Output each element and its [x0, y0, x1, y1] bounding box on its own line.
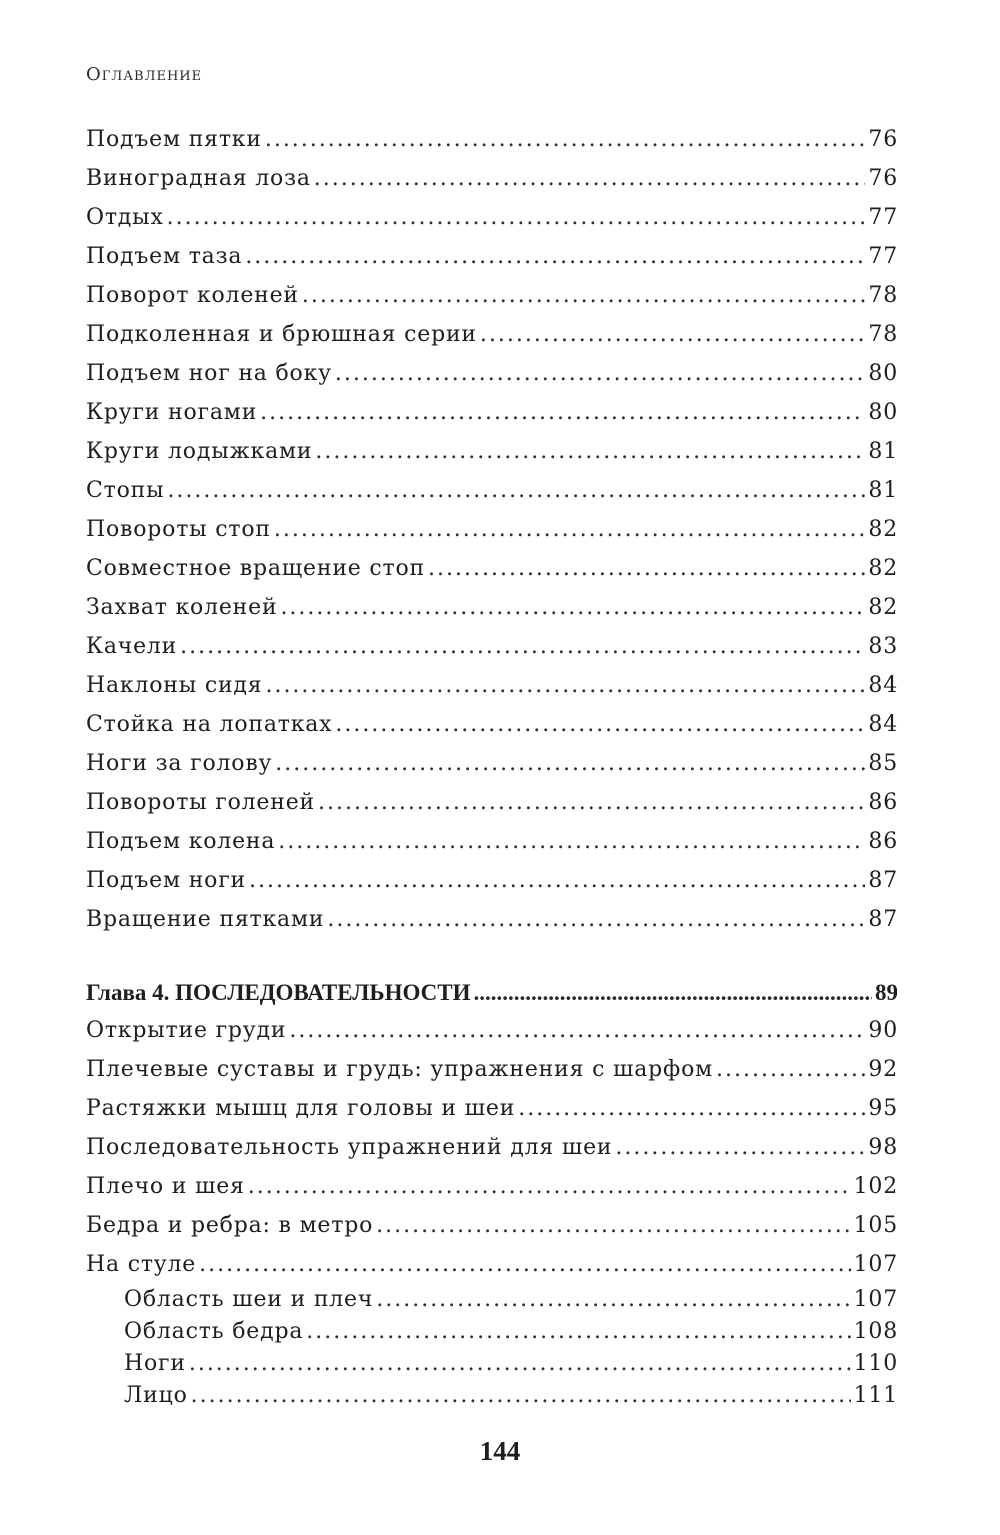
dot-leader	[249, 861, 865, 900]
dot-leader	[191, 1380, 851, 1412]
entry-page-number: 84	[868, 712, 898, 737]
entry-title: Растяжки мышц для головы и шеи	[86, 1096, 516, 1121]
chapter-page-number: 89	[875, 980, 898, 1005]
toc-sub-entry[interactable]	[86, 1316, 898, 1348]
entry-title: Вращение пятками	[86, 907, 325, 932]
entry-page-number: 108	[853, 1319, 898, 1344]
entry-title: Открытие груди	[86, 1018, 287, 1043]
dot-leader	[280, 588, 865, 627]
entry-title: Круги ногами	[86, 400, 258, 425]
entry-page-number: 87	[868, 868, 898, 893]
dot-leader	[428, 549, 865, 588]
dot-leader	[278, 822, 865, 861]
entry-page-number: 105	[853, 1213, 898, 1238]
dot-leader	[275, 744, 865, 783]
dot-leader	[518, 1089, 865, 1128]
entry-title: На стуле	[86, 1252, 197, 1277]
entry-title: Виноградная лоза	[86, 166, 311, 191]
chapter-title: Глава 4. ПОСЛЕДОВАТЕЛЬНОСТИ	[86, 980, 471, 1005]
dot-leader	[615, 1128, 865, 1167]
toc-entry[interactable]	[86, 393, 898, 432]
entry-page-number: 77	[868, 205, 898, 230]
entry-title: Подколенная и брюшная серии	[86, 322, 477, 347]
toc-entry[interactable]	[86, 1206, 898, 1245]
toc-entry[interactable]	[86, 198, 898, 237]
dot-leader	[180, 627, 865, 666]
entry-page-number: 78	[868, 283, 898, 308]
page-number: 144	[479, 1436, 521, 1466]
entry-title: Качели	[86, 634, 178, 659]
entry-page-number: 77	[868, 244, 898, 269]
dot-leader	[199, 1245, 850, 1284]
entry-title: Подъем пятки	[86, 127, 262, 152]
entry-title: Подъем колена	[86, 829, 276, 854]
dot-leader	[716, 1050, 865, 1089]
toc-entry[interactable]	[86, 783, 898, 822]
entry-title: Поворот коленей	[86, 283, 299, 308]
toc-entry[interactable]	[86, 471, 898, 510]
entry-title: Подъем таза	[86, 244, 243, 269]
dot-leader	[167, 471, 865, 510]
entry-title: Область шеи и плеч	[124, 1287, 374, 1312]
toc-entries	[86, 120, 898, 939]
dot-leader	[327, 900, 865, 939]
toc-entry[interactable]	[86, 276, 898, 315]
dot-leader	[302, 276, 866, 315]
toc-entry[interactable]	[86, 1011, 898, 1050]
entry-page-number: 81	[868, 478, 898, 503]
entry-page-number: 85	[868, 751, 898, 776]
running-head: Оглавление	[86, 64, 203, 85]
toc-entry[interactable]	[86, 159, 898, 198]
toc-sub-entries	[86, 1284, 898, 1412]
entry-page-number: 92	[868, 1057, 898, 1082]
entry-title: Совместное вращение стоп	[86, 556, 426, 581]
toc-entry[interactable]	[86, 900, 898, 939]
entry-page-number: 82	[868, 556, 898, 581]
entry-page-number: 76	[868, 166, 898, 191]
entry-page-number: 80	[868, 361, 898, 386]
entry-title: Захват коленей	[86, 595, 278, 620]
entry-title: Повороты стоп	[86, 517, 271, 542]
toc-entry[interactable]	[86, 549, 898, 588]
entry-page-number: 83	[868, 634, 898, 659]
toc-entry[interactable]	[86, 861, 898, 900]
entry-page-number: 86	[868, 829, 898, 854]
dot-leader	[265, 666, 865, 705]
entry-title: Лицо	[124, 1383, 188, 1408]
entry-page-number: 86	[868, 790, 898, 815]
dot-leader	[335, 705, 865, 744]
dot-leader	[274, 510, 866, 549]
entry-title: Ноги за голову	[86, 751, 273, 776]
dot-leader	[189, 1348, 851, 1380]
dot-leader	[376, 1284, 850, 1316]
toc-entry[interactable]	[86, 666, 898, 705]
toc-entry[interactable]	[86, 1128, 898, 1167]
dot-leader	[315, 432, 865, 471]
toc-chapter-heading[interactable]	[86, 975, 898, 1011]
entry-title: Бедра и ребра: в метро	[86, 1213, 374, 1238]
toc-sub-entry[interactable]	[86, 1284, 898, 1316]
toc-sub-entry[interactable]	[86, 1380, 898, 1412]
dot-leader	[265, 120, 866, 159]
toc-entry[interactable]	[86, 237, 898, 276]
entry-title: Последовательность упражнений для шеи	[86, 1135, 613, 1160]
entry-page-number: 80	[868, 400, 898, 425]
dot-leader	[335, 354, 866, 393]
entry-page-number: 95	[868, 1096, 898, 1121]
dot-leader	[306, 1316, 850, 1348]
entry-page-number: 98	[868, 1135, 898, 1160]
toc-entry[interactable]	[86, 1167, 898, 1206]
dot-leader	[245, 237, 865, 276]
toc-entry[interactable]	[86, 432, 898, 471]
entry-title: Подъем ног на боку	[86, 361, 332, 386]
entry-page-number: 87	[868, 907, 898, 932]
entry-page-number: 107	[853, 1252, 898, 1277]
toc-entry[interactable]	[86, 588, 898, 627]
toc-entry[interactable]	[86, 120, 898, 159]
toc-entry[interactable]	[86, 510, 898, 549]
dot-leader	[248, 1167, 851, 1206]
entry-page-number: 84	[868, 673, 898, 698]
entry-page-number: 107	[853, 1287, 898, 1312]
entry-page-number: 78	[868, 322, 898, 347]
entry-title: Плечо и шея	[86, 1174, 245, 1199]
toc-sub-entry[interactable]	[86, 1348, 898, 1380]
entry-title: Подъем ноги	[86, 868, 246, 893]
entry-page-number: 76	[868, 127, 898, 152]
toc-chapter-entries	[86, 1011, 898, 1284]
toc-entry[interactable]	[86, 315, 898, 354]
dot-leader	[318, 783, 865, 822]
entry-page-number: 82	[868, 595, 898, 620]
entry-title: Отдых	[86, 205, 164, 230]
entry-title: Повороты голеней	[86, 790, 315, 815]
toc-entry[interactable]	[86, 822, 898, 861]
toc-entry[interactable]	[86, 705, 898, 744]
entry-page-number: 82	[868, 517, 898, 542]
dot-leader	[289, 1011, 865, 1050]
dot-leader	[474, 975, 872, 1011]
dot-leader	[480, 315, 866, 354]
entry-title: Плечевые суставы и грудь: упражнения с шарфом	[86, 1057, 714, 1082]
entry-page-number: 111	[853, 1383, 898, 1408]
entry-title: Стопы	[86, 478, 165, 503]
toc-entry[interactable]	[86, 1245, 898, 1284]
entry-title: Стойка на лопатках	[86, 712, 333, 737]
entry-page-number: 102	[853, 1174, 898, 1199]
entry-page-number: 110	[853, 1351, 898, 1376]
entry-title: Ноги	[124, 1351, 186, 1376]
entry-page-number: 81	[868, 439, 898, 464]
toc-entry[interactable]	[86, 744, 898, 783]
toc-entry[interactable]	[86, 1089, 898, 1128]
dot-leader	[376, 1206, 850, 1245]
entry-page-number: 90	[868, 1018, 898, 1043]
dot-leader	[167, 198, 866, 237]
toc-entry[interactable]	[86, 354, 898, 393]
toc-entry[interactable]	[86, 627, 898, 666]
dot-leader	[260, 393, 865, 432]
table-of-contents	[86, 120, 898, 1412]
entry-title: Область бедра	[124, 1319, 304, 1344]
dot-leader	[314, 159, 866, 198]
toc-entry[interactable]	[86, 1050, 898, 1089]
entry-title: Круги лодыжками	[86, 439, 313, 464]
entry-title: Наклоны сидя	[86, 673, 263, 698]
